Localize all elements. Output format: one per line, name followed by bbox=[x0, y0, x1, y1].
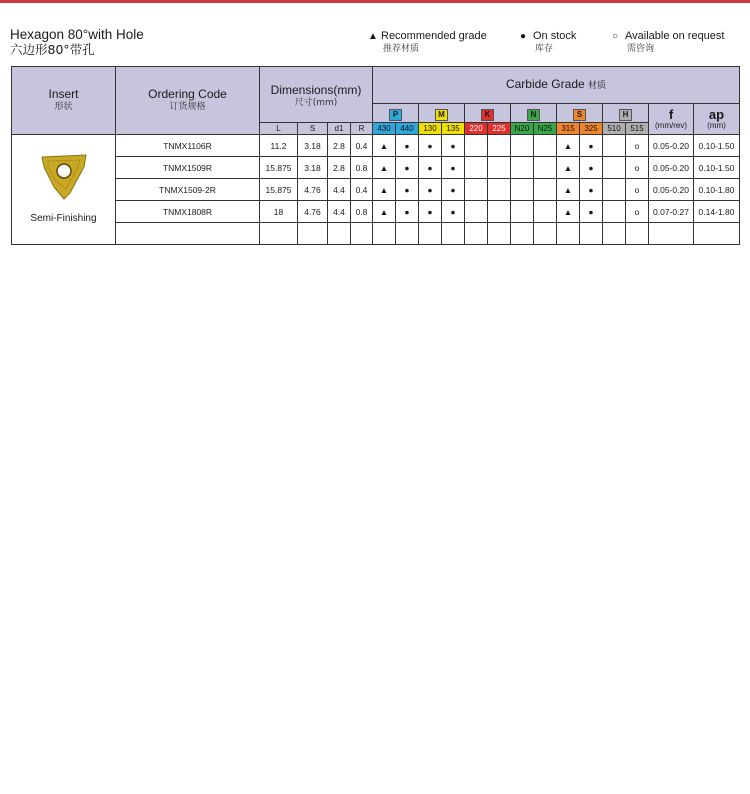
grade-group-s: S bbox=[557, 104, 603, 123]
triangle-icon: ▲ bbox=[557, 135, 580, 157]
legend-on-stock: ● On stock 库存 bbox=[520, 30, 577, 54]
empty-cell bbox=[116, 223, 260, 245]
dim-d1: 4.4 bbox=[328, 179, 351, 201]
dim-r: 0.8 bbox=[351, 201, 373, 223]
dim-r: 0.4 bbox=[351, 179, 373, 201]
grade-cell bbox=[488, 201, 511, 223]
dot-icon: ● bbox=[520, 31, 527, 42]
dimensions-header: Dimensions(mm) 尺寸(mm) bbox=[260, 67, 373, 123]
empty-cell bbox=[557, 223, 580, 245]
ap-value: 0.10-1.50 bbox=[694, 157, 740, 179]
triangle-icon: ▲ bbox=[373, 201, 396, 223]
dim-l: 15.875 bbox=[260, 157, 298, 179]
insert-image bbox=[34, 145, 94, 205]
triangle-icon: ▲ bbox=[373, 179, 396, 201]
triangle-icon: ▲ bbox=[373, 157, 396, 179]
ap-value: 0.14-1.80 bbox=[694, 201, 740, 223]
grade-cell bbox=[488, 157, 511, 179]
dot-icon: ● bbox=[442, 157, 465, 179]
ordering-code: TNMX1509-2R bbox=[116, 179, 260, 201]
dim-s: 3.18 bbox=[298, 157, 328, 179]
dim-l: 15.875 bbox=[260, 179, 298, 201]
grade-cell bbox=[603, 135, 626, 157]
grade-cell bbox=[488, 135, 511, 157]
dot-icon: ● bbox=[419, 157, 442, 179]
triangle-icon: ▲ bbox=[557, 157, 580, 179]
legend-available: ○ Available on request 需咨询 bbox=[612, 30, 725, 54]
table-row-empty bbox=[12, 223, 740, 245]
triangle-icon: ▲ bbox=[557, 179, 580, 201]
grade-code: 430 bbox=[373, 123, 396, 135]
empty-cell bbox=[580, 223, 603, 245]
ordering-code: TNMX1106R bbox=[116, 135, 260, 157]
grade-group-p: P bbox=[373, 104, 419, 123]
table-row bbox=[12, 157, 740, 179]
carbide-grade-header: Carbide Grade 材质 bbox=[373, 67, 740, 104]
circle-icon: o bbox=[626, 179, 649, 201]
grade-code: 225 bbox=[488, 123, 511, 135]
empty-cell bbox=[442, 223, 465, 245]
dot-icon: ● bbox=[580, 179, 603, 201]
empty-cell bbox=[488, 223, 511, 245]
grade-cell bbox=[603, 157, 626, 179]
grade-code: 515 bbox=[626, 123, 649, 135]
grade-cell bbox=[511, 201, 534, 223]
grade-cell bbox=[465, 157, 488, 179]
f-value: 0.05-0.20 bbox=[649, 157, 694, 179]
dot-icon: ● bbox=[442, 201, 465, 223]
grade-group-m: M bbox=[419, 104, 465, 123]
dim-l: 18 bbox=[260, 201, 298, 223]
insert-header: Insert 形状 bbox=[12, 67, 116, 135]
grade-cell bbox=[488, 179, 511, 201]
empty-cell bbox=[396, 223, 419, 245]
dot-icon: ● bbox=[396, 157, 419, 179]
triangle-icon: ▲ bbox=[373, 135, 396, 157]
grade-group-n: N bbox=[511, 104, 557, 123]
dim-s: 3.18 bbox=[298, 135, 328, 157]
dim-col-d1: d1 bbox=[328, 123, 351, 135]
dot-icon: ● bbox=[419, 201, 442, 223]
empty-cell bbox=[298, 223, 328, 245]
insert-caption: Semi-Finishing bbox=[30, 213, 97, 224]
dot-icon: ● bbox=[419, 135, 442, 157]
insert-image-cell bbox=[12, 135, 116, 245]
dot-icon: ● bbox=[396, 135, 419, 157]
grade-code: 325 bbox=[580, 123, 603, 135]
dim-d1: 4.4 bbox=[328, 201, 351, 223]
empty-cell bbox=[328, 223, 351, 245]
page-subtitle: 六边形80°带孔 bbox=[10, 42, 95, 57]
grade-code: 315 bbox=[557, 123, 580, 135]
f-value: 0.07-0.27 bbox=[649, 201, 694, 223]
circle-icon: ○ bbox=[612, 31, 619, 42]
grade-cell bbox=[534, 135, 557, 157]
f-value: 0.05-0.20 bbox=[649, 135, 694, 157]
f-value: 0.05-0.20 bbox=[649, 179, 694, 201]
dim-r: 0.8 bbox=[351, 157, 373, 179]
ordering-code: TNMX1808R bbox=[116, 201, 260, 223]
dot-icon: ● bbox=[580, 157, 603, 179]
grade-code: 440 bbox=[396, 123, 419, 135]
dim-s: 4.76 bbox=[298, 201, 328, 223]
dot-icon: ● bbox=[580, 201, 603, 223]
dot-icon: ● bbox=[419, 179, 442, 201]
top-accent-line bbox=[0, 0, 750, 3]
circle-icon: o bbox=[626, 201, 649, 223]
ap-value: 0.10-1.80 bbox=[694, 179, 740, 201]
grade-cell bbox=[511, 157, 534, 179]
empty-cell bbox=[419, 223, 442, 245]
grade-cell bbox=[511, 135, 534, 157]
dot-icon: ● bbox=[442, 135, 465, 157]
ap-header: ap (mm) bbox=[694, 104, 740, 135]
legend-recommended: ▲ Recommended grade 推荐材质 bbox=[368, 30, 487, 54]
table-row bbox=[12, 135, 740, 157]
dim-r: 0.4 bbox=[351, 135, 373, 157]
circle-icon: o bbox=[626, 157, 649, 179]
grade-cell bbox=[465, 201, 488, 223]
empty-cell bbox=[603, 223, 626, 245]
grade-code: 220 bbox=[465, 123, 488, 135]
dim-col-r: R bbox=[351, 123, 373, 135]
empty-cell bbox=[511, 223, 534, 245]
grade-code: N25 bbox=[534, 123, 557, 135]
product-table bbox=[11, 66, 740, 245]
page-title: Hexagon 80°with Hole bbox=[10, 27, 144, 42]
triangle-icon: ▲ bbox=[557, 201, 580, 223]
grade-cell bbox=[534, 179, 557, 201]
dim-col-l: L bbox=[260, 123, 298, 135]
empty-cell bbox=[626, 223, 649, 245]
grade-cell bbox=[603, 201, 626, 223]
empty-cell bbox=[373, 223, 396, 245]
empty-cell bbox=[260, 223, 298, 245]
table-row bbox=[12, 201, 740, 223]
grade-cell bbox=[465, 179, 488, 201]
grade-group-k: K bbox=[465, 104, 511, 123]
f-header: f (mm/rev) bbox=[649, 104, 694, 135]
empty-cell bbox=[465, 223, 488, 245]
ap-value: 0.10-1.50 bbox=[694, 135, 740, 157]
triangle-icon: ▲ bbox=[368, 31, 378, 42]
ordering-code: TNMX1509R bbox=[116, 157, 260, 179]
dim-d1: 2.8 bbox=[328, 157, 351, 179]
grade-cell bbox=[511, 179, 534, 201]
grade-code: N20 bbox=[511, 123, 534, 135]
grade-cell bbox=[465, 135, 488, 157]
grade-group-h: H bbox=[603, 104, 649, 123]
table-row bbox=[12, 179, 740, 201]
dim-l: 11.2 bbox=[260, 135, 298, 157]
dim-d1: 2.8 bbox=[328, 135, 351, 157]
grade-cell bbox=[534, 201, 557, 223]
circle-icon: o bbox=[626, 135, 649, 157]
ordering-code-header: Ordering Code 订货规格 bbox=[116, 67, 260, 135]
empty-cell bbox=[351, 223, 373, 245]
dot-icon: ● bbox=[396, 179, 419, 201]
grade-cell bbox=[534, 157, 557, 179]
grade-code: 510 bbox=[603, 123, 626, 135]
grade-cell bbox=[603, 179, 626, 201]
empty-cell bbox=[534, 223, 557, 245]
grade-code: 130 bbox=[419, 123, 442, 135]
dot-icon: ● bbox=[580, 135, 603, 157]
dot-icon: ● bbox=[442, 179, 465, 201]
dim-col-s: S bbox=[298, 123, 328, 135]
dot-icon: ● bbox=[396, 201, 419, 223]
empty-cell bbox=[649, 223, 694, 245]
grade-code: 135 bbox=[442, 123, 465, 135]
empty-cell bbox=[694, 223, 740, 245]
dim-s: 4.76 bbox=[298, 179, 328, 201]
